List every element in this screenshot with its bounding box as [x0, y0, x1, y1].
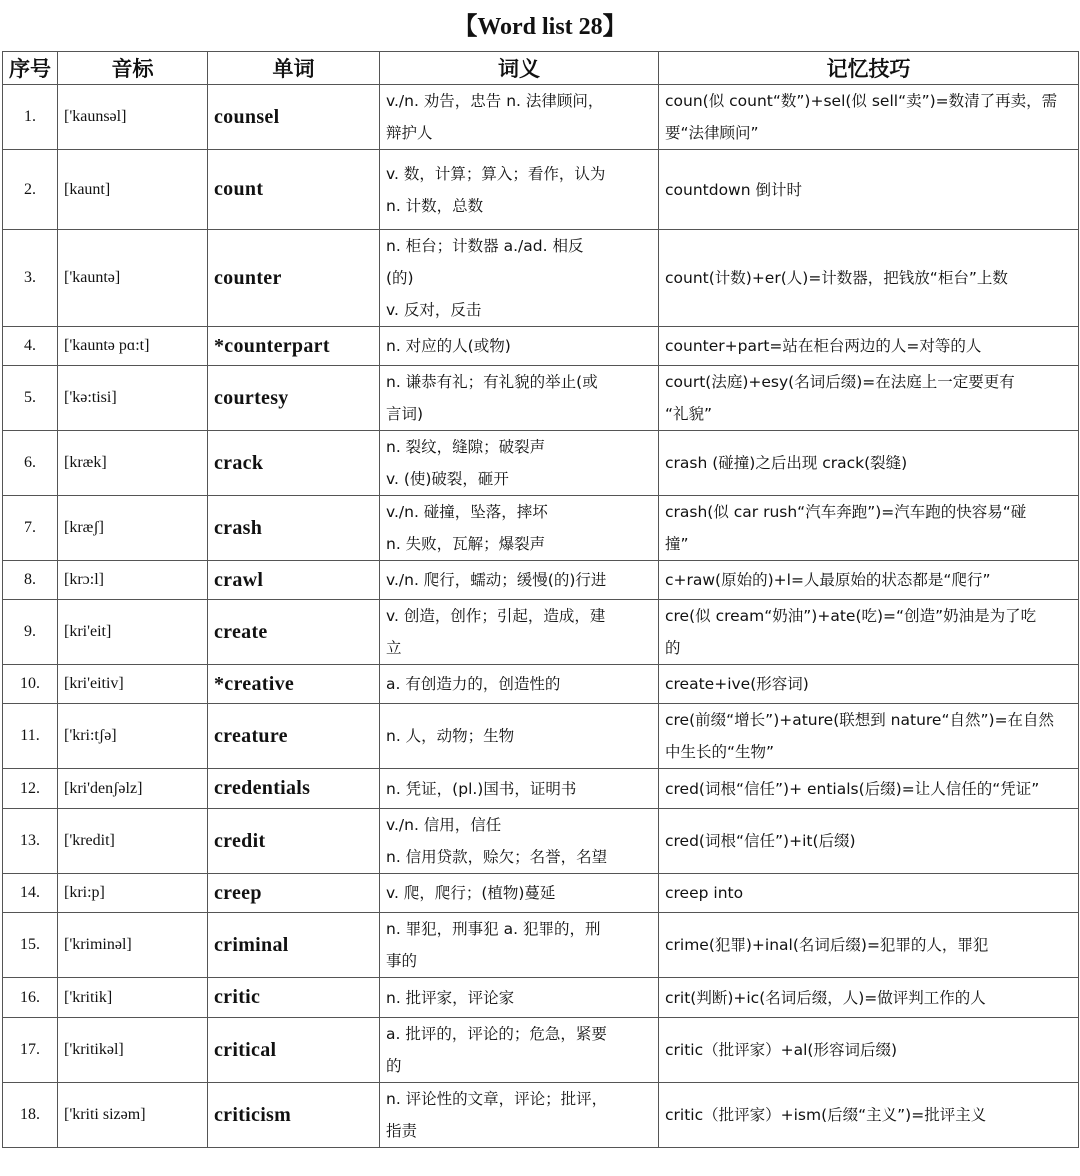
meaning-cell — [380, 600, 659, 665]
word-cell: crack — [208, 431, 380, 496]
word-cell: count — [208, 150, 380, 230]
header-word: 单词 — [208, 52, 380, 85]
word-cell: creature — [208, 704, 380, 769]
memory-tip-line: cred(词根“信任”)+ entials(后缀)=让人信任的“凭证” — [665, 779, 1040, 798]
row-number: 13. — [3, 809, 58, 874]
meaning-cell — [380, 150, 659, 230]
word-cell: create — [208, 600, 380, 665]
row-number: 5. — [3, 366, 58, 431]
memory-tip-cell — [659, 496, 1079, 561]
phonetic-cell: [kræʃ] — [58, 496, 208, 561]
word-cell: counter — [208, 230, 380, 327]
row-number: 9. — [3, 600, 58, 665]
table-row — [3, 704, 1079, 769]
memory-tip-line: creep into — [665, 884, 744, 902]
phonetic-cell: ['kə:tisi] — [58, 366, 208, 431]
row-number: 18. — [3, 1083, 58, 1148]
phonetic-cell: ['kauntə pɑ:t] — [58, 327, 208, 366]
row-number: 8. — [3, 561, 58, 600]
meaning-line: 事的 — [386, 952, 418, 970]
memory-tip-line: crash (碰撞)之后出现 crack(裂缝) — [665, 454, 908, 472]
word-cell: *counterpart — [208, 327, 380, 366]
meaning-line: v./n. 爬行，蠕动；缓慢(的)行进 — [386, 571, 607, 589]
phonetic-cell: ['kritik] — [58, 978, 208, 1018]
meaning-cell — [380, 366, 659, 431]
memory-tip-cell — [659, 561, 1079, 600]
memory-tip-cell — [659, 704, 1079, 769]
table-row — [3, 913, 1079, 978]
memory-tip-line: cred(词根“信任”)+it(后缀) — [665, 832, 856, 850]
memory-tip-cell — [659, 874, 1079, 913]
word-cell: credentials — [208, 769, 380, 809]
table-row — [3, 150, 1079, 230]
memory-tip-cell — [659, 366, 1079, 431]
phonetic-cell: ['kredit] — [58, 809, 208, 874]
row-number: 1. — [3, 85, 58, 150]
header-number: 序号 — [3, 52, 58, 85]
meaning-line: 指责 — [386, 1122, 418, 1140]
table-row — [3, 561, 1079, 600]
row-number: 2. — [3, 150, 58, 230]
meaning-line: n. 凭证，(pl.)国书，证明书 — [386, 779, 577, 798]
table-row — [3, 809, 1079, 874]
memory-tip-line: cre(前缀“增长”)+ature(联想到 nature“自然”)=在自然 — [665, 711, 1055, 729]
memory-tip-cell — [659, 1018, 1079, 1083]
table-row — [3, 874, 1079, 913]
word-cell: crash — [208, 496, 380, 561]
table-header-row — [3, 52, 1079, 85]
row-number: 16. — [3, 978, 58, 1018]
meaning-cell — [380, 809, 659, 874]
row-number: 3. — [3, 230, 58, 327]
word-cell: criminal — [208, 913, 380, 978]
memory-tip-line: crime(犯罪)+inal(名词后缀)=犯罪的人，罪犯 — [665, 936, 989, 954]
meaning-line: 辩护人 — [386, 124, 433, 142]
meaning-line: n. 罪犯，刑事犯 a. 犯罪的，刑 — [386, 920, 601, 938]
row-number: 6. — [3, 431, 58, 496]
meaning-line: 立 — [386, 639, 402, 657]
phonetic-cell: ['kritikəl] — [58, 1018, 208, 1083]
meaning-cell — [380, 85, 659, 150]
header-memory-tip: 记忆技巧 — [659, 52, 1079, 85]
table-row — [3, 327, 1079, 366]
meaning-line: n. 失败，瓦解；爆裂声 — [386, 535, 546, 553]
phonetic-cell: [kri'eit] — [58, 600, 208, 665]
word-cell: critical — [208, 1018, 380, 1083]
meaning-line: v./n. 信用，信任 — [386, 816, 502, 834]
meaning-cell — [380, 230, 659, 327]
word-cell: credit — [208, 809, 380, 874]
meaning-line: n. 批评家，评论家 — [386, 988, 515, 1007]
memory-tip-cell — [659, 1083, 1079, 1148]
meaning-cell — [380, 665, 659, 704]
memory-tip-line: cre(似 cream“奶油”)+ate(吃)=“创造”奶油是为了吃 — [665, 607, 1037, 625]
meaning-cell — [380, 1018, 659, 1083]
meaning-cell — [380, 431, 659, 496]
header-phonetic: 音标 — [58, 52, 208, 85]
memory-tip-line: crash(似 car rush“汽车奔跑”)=汽车跑的快容易“碰 — [665, 503, 1027, 521]
meaning-line: v. 反对，反击 — [386, 301, 482, 319]
word-cell: *creative — [208, 665, 380, 704]
meaning-line: n. 计数，总数 — [386, 196, 484, 215]
word-list-table — [2, 51, 1079, 1148]
page-title: 【Word list 28】 — [453, 14, 627, 40]
meaning-line: 言词) — [386, 405, 424, 423]
memory-tip-line: 的 — [665, 639, 681, 657]
memory-tip-cell — [659, 665, 1079, 704]
memory-tip-line: coun(似 count“数”)+sel(似 sell“卖”)=数清了再卖，需 — [665, 92, 1058, 110]
row-number: 12. — [3, 769, 58, 809]
table-row — [3, 600, 1079, 665]
row-number: 14. — [3, 874, 58, 913]
meaning-line: n. 裂纹，缝隙；破裂声 — [386, 438, 546, 456]
meaning-cell — [380, 978, 659, 1018]
row-number: 7. — [3, 496, 58, 561]
table-row — [3, 978, 1079, 1018]
memory-tip-line: 要“法律顾问” — [665, 124, 759, 142]
meaning-line: v. 爬，爬行；(植物)蔓延 — [386, 884, 556, 902]
memory-tip-line: counter+part=站在柜台两边的人=对等的人 — [665, 337, 982, 355]
memory-tip-cell — [659, 85, 1079, 150]
phonetic-cell: [kri'denʃəlz] — [58, 769, 208, 809]
word-cell: critic — [208, 978, 380, 1018]
meaning-cell — [380, 769, 659, 809]
table-row — [3, 85, 1079, 150]
memory-tip-cell — [659, 913, 1079, 978]
word-cell: creep — [208, 874, 380, 913]
meaning-line: v. (使)破裂，砸开 — [386, 470, 509, 488]
meaning-line: (的) — [386, 269, 414, 287]
phonetic-cell: [kri'eitiv] — [58, 665, 208, 704]
word-cell: courtesy — [208, 366, 380, 431]
meaning-line: n. 谦恭有礼；有礼貌的举止(或 — [386, 373, 598, 391]
memory-tip-line: 撞” — [665, 535, 689, 553]
memory-tip-cell — [659, 769, 1079, 809]
meaning-line: n. 对应的人(或物) — [386, 337, 511, 355]
table-row — [3, 496, 1079, 561]
memory-tip-cell — [659, 327, 1079, 366]
meaning-cell — [380, 1083, 659, 1148]
memory-tip-cell — [659, 431, 1079, 496]
memory-tip-cell — [659, 150, 1079, 230]
table-row — [3, 769, 1079, 809]
meaning-line: a. 有创造力的，创造性的 — [386, 675, 561, 693]
meaning-line: 的 — [386, 1057, 402, 1075]
memory-tip-line: critic（批评家）+ism(后缀“主义”)=批评主义 — [665, 1106, 987, 1124]
meaning-line: v. 数，计算；算入；看作，认为 — [386, 164, 606, 183]
memory-tip-line: 中生长的“生物” — [665, 743, 775, 761]
meaning-cell — [380, 561, 659, 600]
word-cell: crawl — [208, 561, 380, 600]
phonetic-cell: ['kriminəl] — [58, 913, 208, 978]
meaning-line: a. 批评的，评论的；危急，紧要 — [386, 1025, 607, 1043]
row-number: 4. — [3, 327, 58, 366]
table-row — [3, 431, 1079, 496]
memory-tip-cell — [659, 230, 1079, 327]
phonetic-cell: [kaunt] — [58, 150, 208, 230]
phonetic-cell: ['kriti sizəm] — [58, 1083, 208, 1148]
phonetic-cell: [krɔ:l] — [58, 561, 208, 600]
memory-tip-line: court(法庭)+esy(名词后缀)=在法庭上一定要更有 — [665, 373, 1015, 391]
meaning-cell — [380, 496, 659, 561]
meaning-cell — [380, 704, 659, 769]
table-row — [3, 366, 1079, 431]
memory-tip-line: create+ive(形容词) — [665, 675, 809, 693]
phonetic-cell: [kræk] — [58, 431, 208, 496]
phonetic-cell: ['kri:tʃə] — [58, 704, 208, 769]
phonetic-cell: ['kauntə] — [58, 230, 208, 327]
table-row — [3, 1083, 1079, 1148]
memory-tip-cell — [659, 809, 1079, 874]
memory-tip-line: count(计数)+er(人)=计数器，把钱放“柜台”上数 — [665, 269, 1008, 287]
phonetic-cell: ['kaunsəl] — [58, 85, 208, 150]
memory-tip-cell — [659, 978, 1079, 1018]
meaning-cell — [380, 327, 659, 366]
word-cell: counsel — [208, 85, 380, 150]
row-number: 15. — [3, 913, 58, 978]
row-number: 10. — [3, 665, 58, 704]
meaning-line: v. 创造，创作；引起，造成，建 — [386, 607, 606, 625]
meaning-line: n. 柜台；计数器 a./ad. 相反 — [386, 237, 584, 255]
phonetic-cell: [kri:p] — [58, 874, 208, 913]
meaning-line: n. 评论性的文章，评论；批评， — [386, 1090, 608, 1108]
memory-tip-line: c+raw(原始的)+l=人最原始的状态都是“爬行” — [665, 571, 991, 589]
header-meaning: 词义 — [380, 52, 659, 85]
memory-tip-line: critic（批评家）+al(形容词后缀) — [665, 1041, 897, 1059]
meaning-line: n. 信用贷款，赊欠；名誉，名望 — [386, 848, 608, 866]
meaning-line: v./n. 碰撞，坠落，摔坏 — [386, 503, 548, 521]
table-row — [3, 665, 1079, 704]
table-row — [3, 1018, 1079, 1083]
memory-tip-line: countdown 倒计时 — [665, 180, 802, 199]
memory-tip-line: crit(判断)+ic(名词后缀，人)=做评判工作的人 — [665, 988, 986, 1007]
memory-tip-line: “礼貌” — [665, 405, 713, 423]
memory-tip-cell — [659, 600, 1079, 665]
meaning-line: v./n. 劝告，忠告 n. 法律顾问， — [386, 92, 604, 110]
meaning-cell — [380, 913, 659, 978]
meaning-cell — [380, 874, 659, 913]
meaning-line: n. 人，动物；生物 — [386, 727, 515, 745]
word-cell: criticism — [208, 1083, 380, 1148]
table-row — [3, 230, 1079, 327]
row-number: 11. — [3, 704, 58, 769]
row-number: 17. — [3, 1018, 58, 1083]
